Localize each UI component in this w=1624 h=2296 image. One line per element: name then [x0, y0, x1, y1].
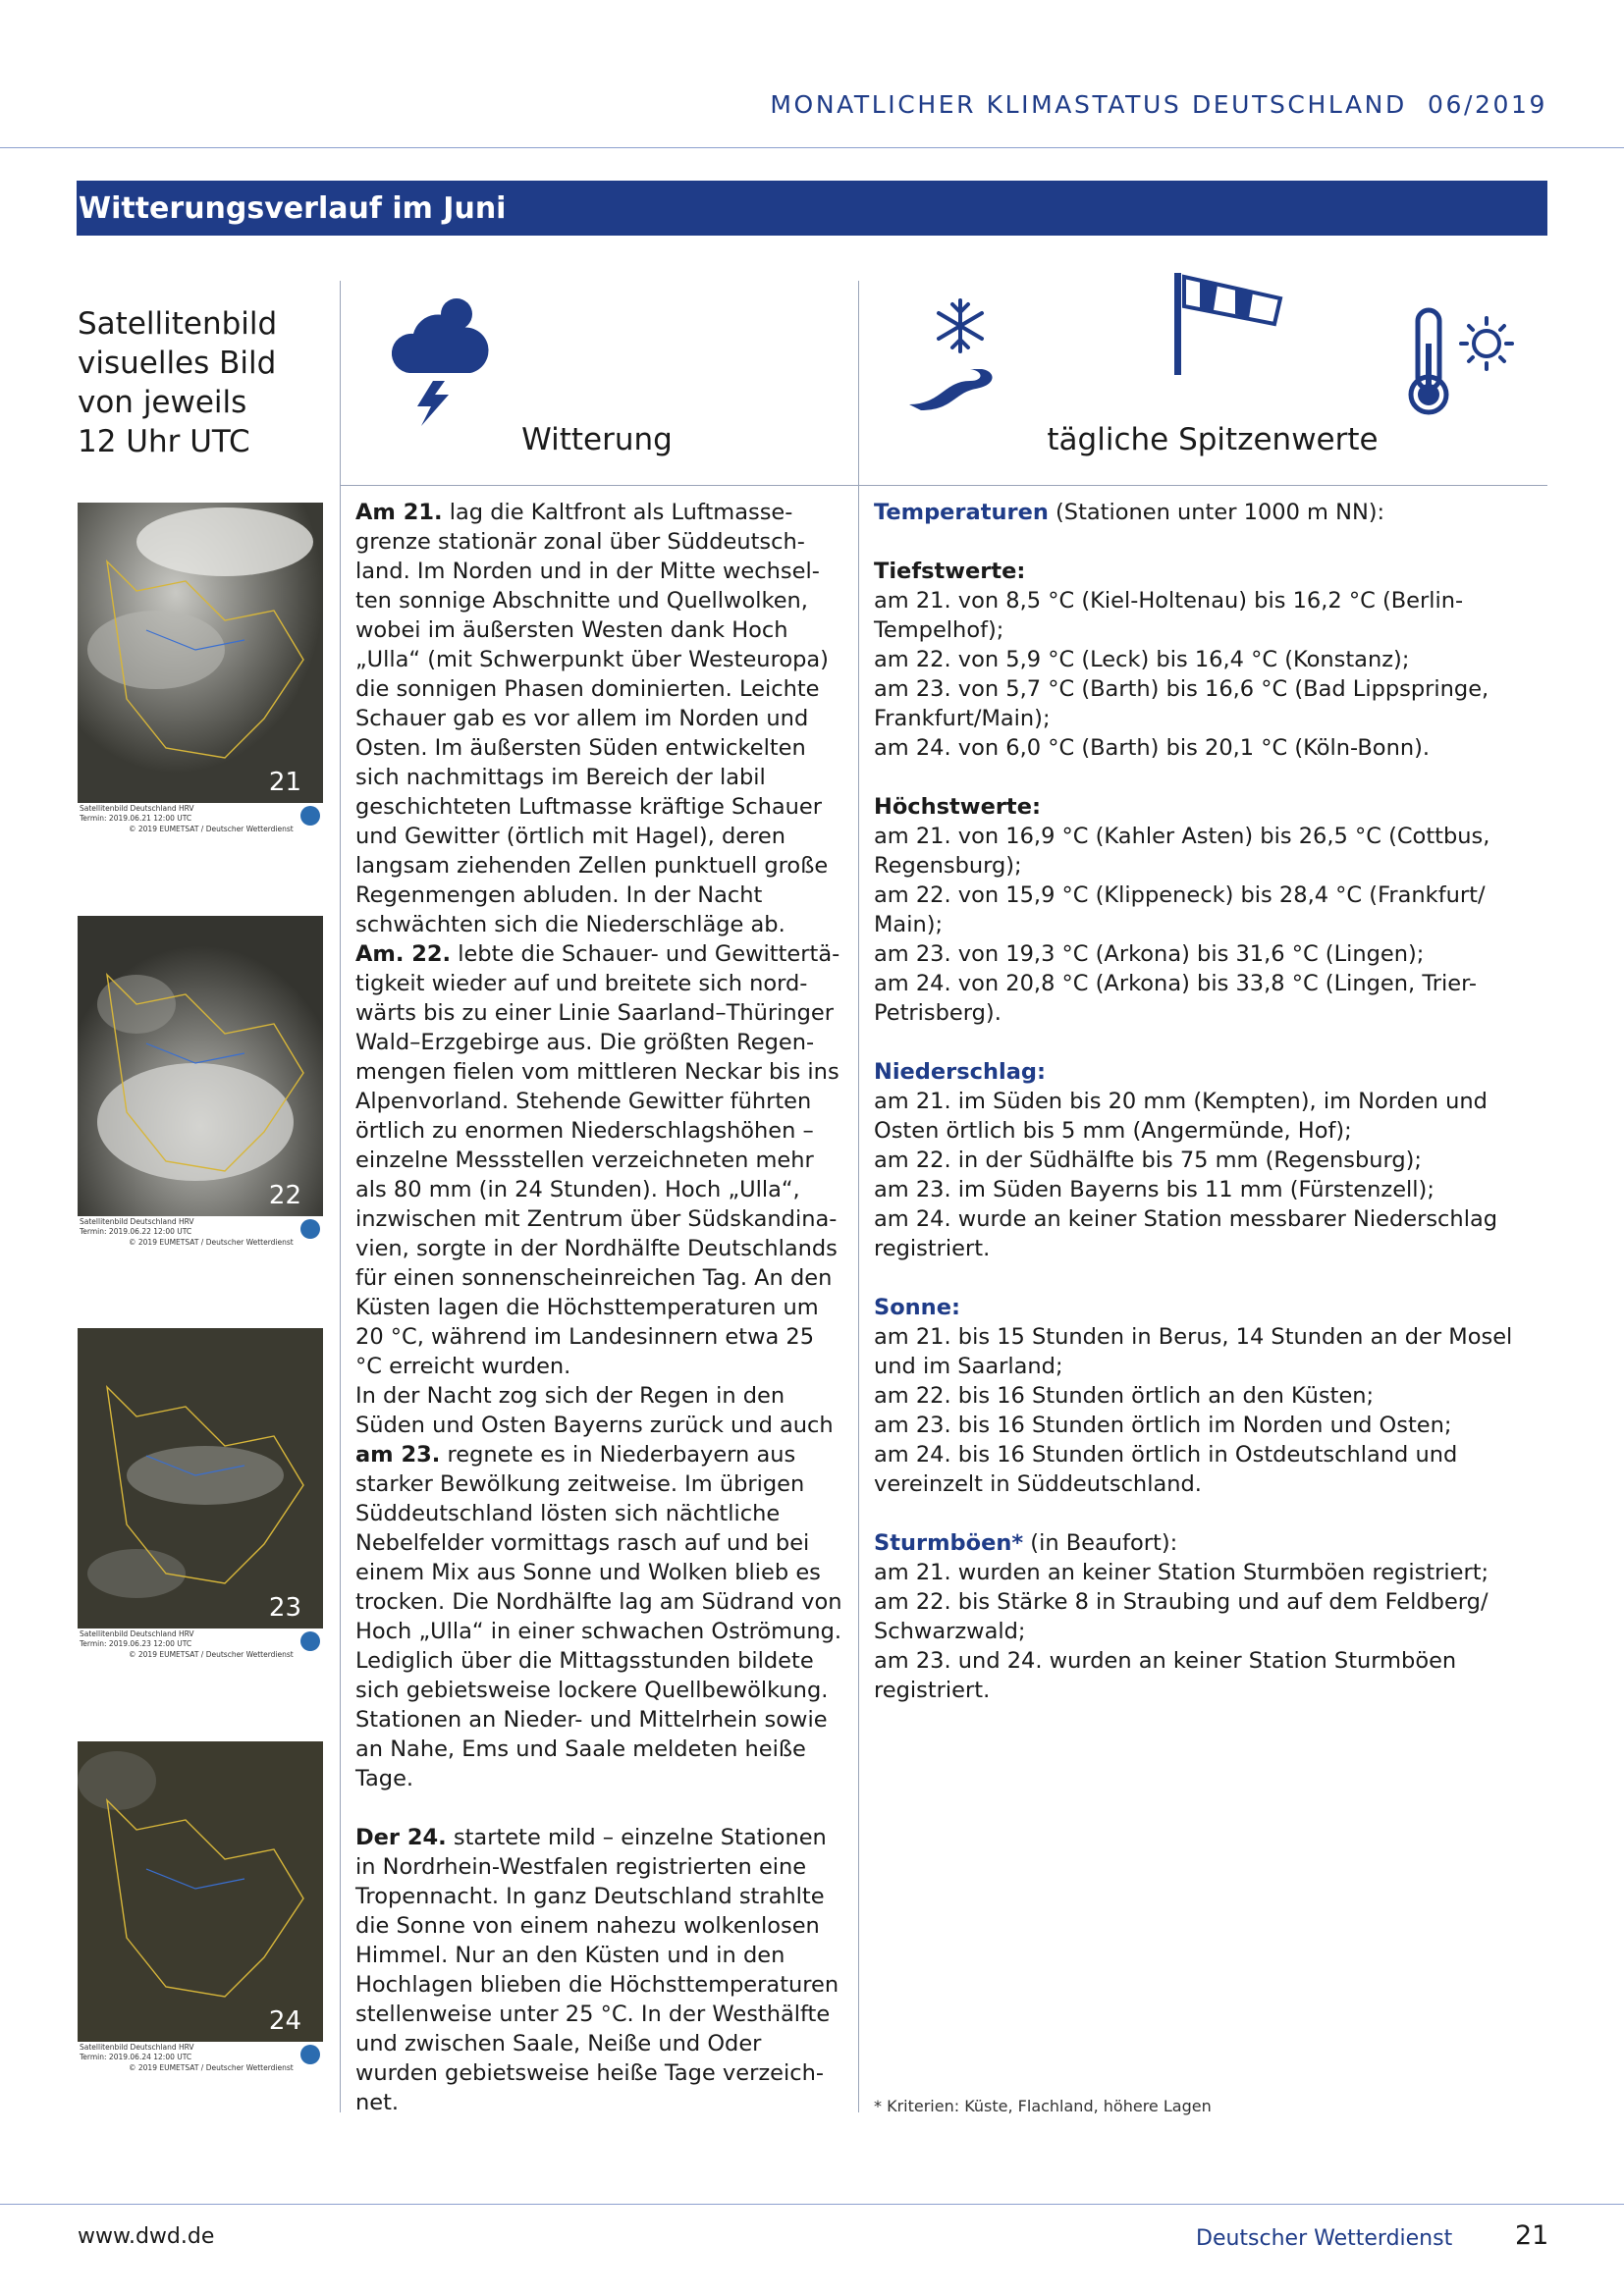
satellite-day-label: 22: [268, 1181, 301, 1210]
sat-label-line: Satellitenbild: [78, 306, 278, 342]
temp-note: (Stationen unter 1000 m NN):: [1048, 500, 1385, 525]
max-item: am 22. von 15,9 °C (Klippeneck) bis 28,4 °C (Frankfurt/ Main);: [874, 882, 1486, 937]
max-item: am 21. von 16,9 °C (Kahler Asten) bis 26,5 °C (Cottbus, Regensburg);: [874, 824, 1490, 879]
cloud-lightning-icon: [388, 293, 494, 428]
paragraph-text: regnete es in Niederbayern aus starker Bewölkung zeitweise. Im übrigen Süddeutschland lösten sich nächtliche Nebelfelder vormittags rasch auf und bei einem Mix aus Sonne und Wolken blieb es trocken. Die Nordhälfte lag am Südrand von Hoch „Ulla“ in einer schwachen Oströmung. Lediglich über die Mittagsstunden bildete sich gebietsweise lockere Quellbewölkung. Stationen an Nieder- und Mittelrhein sowie an Nahe, Ems und Saale meldeten heiße Tage.: [355, 1442, 842, 1791]
rain-item: am 21. im Süden bis 20 mm (Kempten), im Norden und Osten örtlich bis 5 mm (Angermünde, Hof);: [874, 1089, 1488, 1144]
min-item: am 22. von 5,9 °C (Leck) bis 16,4 °C (Konstanz);: [874, 647, 1410, 672]
day-lead: Der 24.: [355, 1825, 447, 1850]
windsock-icon: [1170, 269, 1286, 379]
satellite-image-22: [78, 916, 323, 1250]
caption-line: Termin: 2019.06.22 12:00 UTC: [80, 1227, 192, 1236]
min-heading: Tiefstwerte:: [874, 559, 1026, 584]
caption-line: Satellitenbild Deutschland HRV: [80, 2043, 194, 2052]
peak-values: [874, 498, 1542, 1705]
weather-column-label: Witterung: [521, 422, 673, 457]
satellite-image-24: [78, 1741, 323, 2075]
day-lead: Am. 22.: [355, 941, 452, 967]
thermometer-sun-icon: [1402, 304, 1520, 418]
weather-description: [355, 498, 846, 2117]
snowflake-road-icon: [901, 294, 1019, 416]
gust-item: am 21. wurden an keiner Station Sturmböen registriert;: [874, 1560, 1489, 1585]
satellite-caption: [78, 803, 323, 836]
caption-line: © 2019 EUMETSAT / Deutscher Wetterdienst: [129, 1650, 294, 1659]
satellite-image-21: [78, 503, 323, 836]
header-title-text: MONATLICHER KLIMASTATUS DEUTSCHLAND: [770, 90, 1407, 119]
sun-item: am 22. bis 16 Stunden örtlich an den Küsten;: [874, 1383, 1375, 1409]
sun-item: am 21. bis 15 Stunden in Berus, 14 Stunden an der Mosel und im Saarland;: [874, 1324, 1513, 1379]
sat-label-line: von jeweils: [78, 385, 247, 420]
satellite-day-label: 24: [268, 2006, 301, 2036]
caption-line: © 2019 EUMETSAT / Deutscher Wetterdienst: [129, 1238, 294, 1247]
paragraph-text: In der Nacht zog sich der Regen in den Süden und Osten Bayerns zurück und auch: [355, 1383, 834, 1438]
dwd-logo-icon: [300, 806, 320, 826]
sun-item: am 24. bis 16 Stunden örtlich in Ostdeutschland und vereinzelt in Süddeutschland.: [874, 1442, 1458, 1497]
weather-paragraph-22: [355, 939, 846, 1381]
sun-item: am 23. bis 16 Stunden örtlich im Norden und Osten;: [874, 1413, 1452, 1438]
caption-line: Termin: 2019.06.21 12:00 UTC: [80, 814, 192, 823]
caption-line: © 2019 EUMETSAT / Deutscher Wetterdienst: [129, 825, 294, 833]
satellite-map: [78, 1328, 323, 1629]
caption-line: Termin: 2019.06.23 12:00 UTC: [80, 1639, 192, 1648]
gust-note: (in Beaufort):: [1023, 1530, 1178, 1556]
satellite-caption: [78, 1216, 323, 1250]
max-heading: Höchstwerte:: [874, 794, 1041, 820]
dwd-logo-icon: [300, 2045, 320, 2064]
satellite-column-label: [78, 304, 333, 461]
caption-line: Satellitenbild Deutschland HRV: [80, 804, 194, 813]
dwd-logo-icon: [300, 1219, 320, 1239]
rain-item: am 22. in der Südhälfte bis 75 mm (Regensburg);: [874, 1148, 1423, 1173]
paragraph-text: lag die Kaltfront als Luftmassegrenze stationär zonal über Süddeutschland. Im Norden und in der Mitte wechselten sonnige Abschnitte und Quellwolken, wobei im äußersten Westen dank Hoch „Ulla“ (mit Schwerpunkt über Westeuropa) die sonnigen Phasen dominierten. Leichte Schauer gab es vor allem im Norden und Osten. Im äußersten Süden entwickelten sich nachmittags im Bereich der labil geschichteten Luftmasse kräftige Schauer und Gewitter (örtlich mit Hagel), deren langsam ziehenden Zellen punktuell große Regenmengen abluden. In der Nacht schwächten sich die Niederschläge ab.: [355, 500, 829, 937]
section-title: Witterungsverlauf im Juni: [79, 191, 507, 226]
rain-item: am 23. im Süden Bayerns bis 11 mm (Fürstenzell);: [874, 1177, 1435, 1202]
max-item: am 24. von 20,8 °C (Arkona) bis 33,8 °C (Lingen, Trier-Petrisberg).: [874, 971, 1478, 1026]
satellite-caption: [78, 2042, 323, 2075]
sun-heading: Sonne:: [874, 1295, 960, 1320]
footnote: * Kriterien: Küste, Flachland, höhere Lagen: [874, 2097, 1212, 2115]
gust-item: am 23. und 24. wurden an keiner Station Sturmböen registriert.: [874, 1648, 1457, 1703]
page-number: 21: [1515, 2220, 1549, 2251]
satellite-map: [78, 503, 323, 803]
header-title: [0, 90, 1547, 119]
satellite-caption: [78, 1629, 323, 1662]
rain-item: am 24. wurde an keiner Station messbarer Niederschlag registriert.: [874, 1206, 1498, 1261]
min-item: am 21. von 8,5 °C (Kiel-Holtenau) bis 16,2 °C (Berlin-Tempelhof);: [874, 588, 1464, 643]
weather-paragraph-21: [355, 498, 846, 939]
temperature-heading: [874, 498, 1542, 527]
weather-paragraph-24: [355, 1823, 846, 2117]
satellite-image-23: [78, 1328, 323, 1662]
caption-line: Satellitenbild Deutschland HRV: [80, 1217, 194, 1226]
header-divider: [0, 147, 1624, 148]
gust-heading: Sturmböen*: [874, 1530, 1024, 1556]
satellite-day-label: 21: [268, 768, 301, 797]
max-item: am 23. von 19,3 °C (Arkona) bis 31,6 °C (Lingen);: [874, 941, 1425, 967]
satellite-map: [78, 1741, 323, 2042]
min-item: am 23. von 5,7 °C (Barth) bis 16,6 °C (Bad Lippspringe, Frankfurt/Main);: [874, 676, 1489, 731]
gust-item: am 22. bis Stärke 8 in Straubing und auf dem Feldberg/ Schwarzwald;: [874, 1589, 1489, 1644]
rain-heading: Niederschlag:: [874, 1059, 1047, 1085]
header-row-divider: [340, 485, 1547, 486]
caption-line: © 2019 EUMETSAT / Deutscher Wetterdienst: [129, 2063, 294, 2072]
sat-label-line: visuelles Bild: [78, 346, 277, 381]
dwd-logo-icon: [300, 1631, 320, 1651]
day-lead: Am 21.: [355, 500, 443, 525]
footer-divider: [0, 2204, 1624, 2205]
satellite-map: [78, 916, 323, 1216]
footer-url-link[interactable]: www.dwd.de: [78, 2224, 215, 2249]
section-title-bar: [77, 181, 1547, 236]
footer-org: Deutscher Wetterdienst: [1196, 2226, 1453, 2251]
sat-label-line: 12 Uhr UTC: [78, 424, 250, 459]
column-divider-1: [340, 281, 341, 2112]
satellite-day-label: 23: [268, 1593, 301, 1623]
column-divider-2: [858, 281, 859, 2112]
min-item: am 24. von 6,0 °C (Barth) bis 20,1 °C (Köln-Bonn).: [874, 735, 1431, 761]
caption-line: Termin: 2019.06.24 12:00 UTC: [80, 2053, 192, 2061]
weather-paragraph-23: [355, 1381, 846, 1793]
day-lead: am 23.: [355, 1442, 441, 1468]
paragraph-text: lebte die Schauer- und Gewittertätigkeit wieder auf und breitete sich nordwärts bis zu einer Linie Saarland–Thüringer Wald–Erzgebirge aus. Die größten Regenmengen fielen vom mittleren Neckar bis ins Alpenvorland. Stehende Gewitter führten örtlich zu enormen Niederschlagshöhen – einzelne Messstellen verzeichneten mehr als 80 mm (in 24 Stunden). Hoch „Ulla“, inzwischen mit Zentrum über Südskandinavien, sorgte in der Nordhälfte Deutschlands für einen sonnenscheinreichen Tag. An den Küsten lagen die Höchsttemperaturen um 20 °C, während im Landesinnern etwa 25 °C erreicht wurden.: [355, 941, 840, 1379]
paragraph-text: startete mild – einzelne Stationen in Nordrhein-Westfalen registrierten eine Tropennacht. In ganz Deutschland strahlte die Sonne von einem nahezu wolkenlosen Himmel. Nur an den Küsten und in den Hochlagen blieben die Höchsttemperaturen stellenweise unter 25 °C. In der Westhälfte und zwischen Saale, Neiße und Oder wurden gebietsweise heiße Tage verzeichnet.: [355, 1825, 839, 2115]
caption-line: Satellitenbild Deutschland HRV: [80, 1629, 194, 1638]
temp-head: Temperaturen: [874, 500, 1049, 525]
header-issue: 06/2019: [1427, 90, 1547, 119]
peaks-column-label: tägliche Spitzenwerte: [1047, 422, 1379, 457]
